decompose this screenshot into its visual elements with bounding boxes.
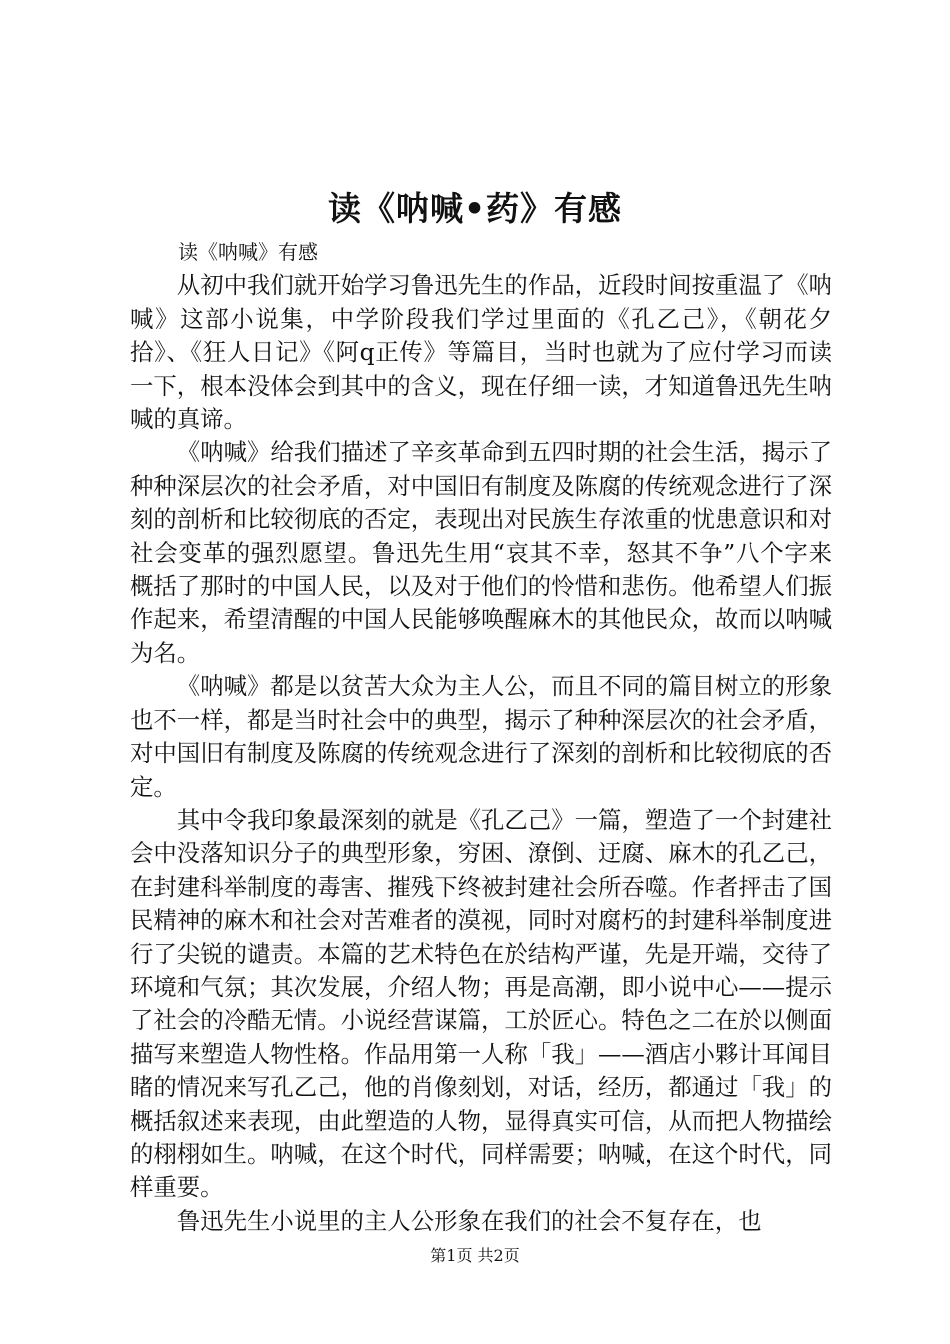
body-paragraph: 鲁迅先生小说里的主人公形象在我们的社会不复存在，也 bbox=[176, 1206, 762, 1235]
subtitle-paragraph: 读《呐喊》有感 bbox=[178, 240, 318, 264]
body-paragraph: 《呐喊》都是以贫苦大众为主人公，而且不同的篇目树立的形象也不一样，都是当时社会中的典型，揭示了种种深层次的社会矛盾，对中国旧有制度及陈腐的传统观念进行了深刻的剖析和比较彻底的否定。 bbox=[130, 672, 832, 801]
page-footer: 第1页 共2页 bbox=[430, 1246, 520, 1265]
document-body bbox=[130, 236, 832, 1238]
body-paragraph: 《呐喊》给我们描述了辛亥革命到五四时期的社会生活，揭示了种种深层次的社会矛盾，对中国旧有制度及陈腐的传统观念进行了深刻的剖析和比较彻底的否定，表现出对民族生存浓重的忧患意识和对社会变革的强烈愿望。鲁迅先生用“哀其不幸，怒其不争”八个字来概括了那时的中国人民，以及对于他们的怜惜和悲伤。他希望人们振作起来，希望清醒的中国人民能够唤醒麻木的其他民众，故而以呐喊为名。 bbox=[130, 438, 832, 667]
document-title: 读《呐喊•药》有感 bbox=[327, 189, 623, 228]
body-paragraph: 从初中我们就开始学习鲁迅先生的作品，近段时间按重温了《呐喊》这部小说集，中学阶段我们学过里面的《孔乙己》，《朝花夕拾》、《狂人日记》《阿q正传》等篇目，当时也就为了应付学习而读一下，根本没体会到其中的含义，现在仔细一读，才知道鲁迅先生呐喊的真谛。 bbox=[130, 271, 832, 434]
body-paragraph: 其中令我印象最深刻的就是《孔乙己》一篇，塑造了一个封建社会中没落知识分子的典型形象，穷困、潦倒、迂腐、麻木的孔乙己，在封建科举制度的毒害、摧残下终被封建社会所吞噬。作者抨击了国民精神的麻木和社会对苦难者的漠视，同时对腐朽的封建科举制度进行了尖锐的谴责。本篇的艺术特色在於结构严谨，先是开端，交待了环境和气氛；其次发展，介绍人物；再是高潮，即小说中心——提示了社会的冷酷无情。小说经营谋篇，工於匠心。特色之二在於以侧面描写来塑造人物性格。作品用第一人称「我」——酒店小夥计耳闻目睹的情况来写孔乙己，他的肖像刻划，对话，经历，都通过「我」的概括叙述来表现，由此塑造的人物，显得真实可信，从而把人物描绘的栩栩如生。呐喊，在这个时代，同样需要；呐喊，在这个时代，同样重要。 bbox=[130, 805, 832, 1202]
